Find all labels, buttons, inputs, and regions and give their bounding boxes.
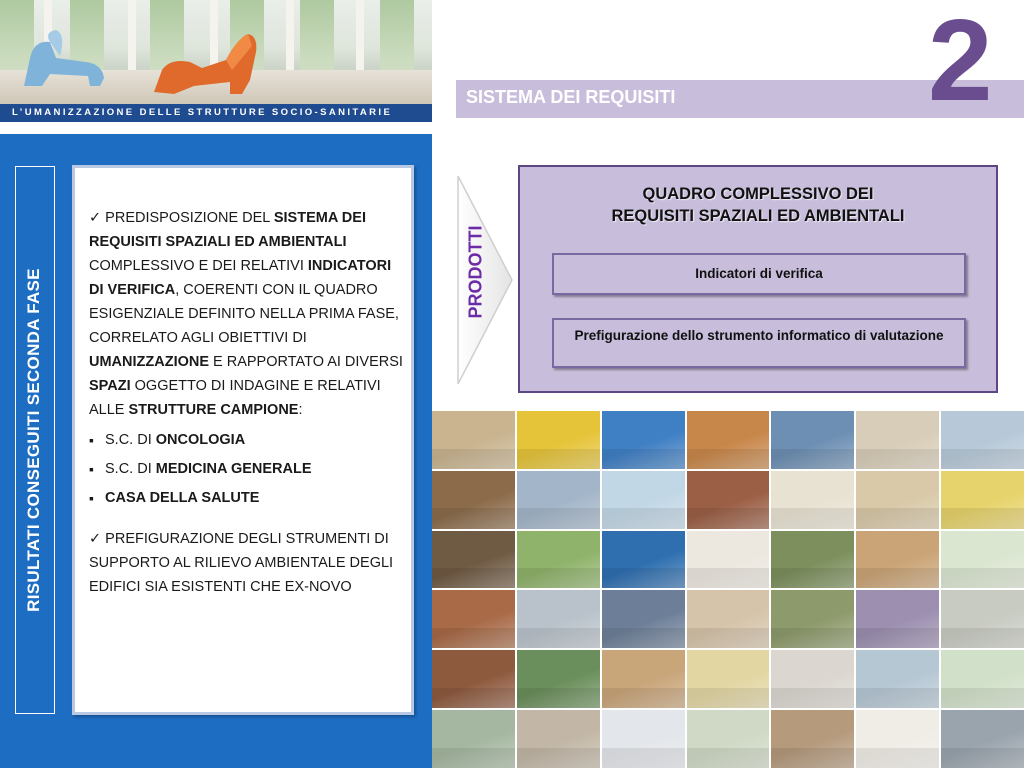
orange-chair-icon xyxy=(150,30,262,96)
verification-indicators-box: Indicatori di verifica xyxy=(552,253,966,295)
evaluation-tool-box: Prefigurazione dello strumento informatico di valutazione xyxy=(552,318,966,368)
mosaic-photo-tile xyxy=(771,650,854,708)
photo-window xyxy=(380,0,414,70)
mosaic-photo-tile xyxy=(941,590,1024,648)
paragraph-requirements: ✓ PREDISPOSIZIONE DEL SISTEMA DEI REQUISITI SPAZIALI ED AMBIENTALI COMPLESSIVO E DEI RELATIVI INDICATORI DI VERIFICA, COERENTI CON IL QUADRO ESIGENZIALE DEFINITO NELLA PRIMA FASE, CORRELATO AGLI OBIETTIVI DI UMANIZZAZIONE E RAPPORTATO AI DIVERSI SPAZI OGGETTO DI INDAGINE E RELATIVI ALLE STRUTTURE CAMPIONE: xyxy=(89,210,403,418)
photo-mosaic xyxy=(432,411,1024,768)
mosaic-photo-tile xyxy=(517,471,600,529)
mosaic-photo-tile xyxy=(687,710,770,768)
mosaic-photo-tile xyxy=(432,531,515,589)
mosaic-photo-tile xyxy=(602,411,685,469)
mosaic-photo-tile xyxy=(771,531,854,589)
mosaic-photo-tile xyxy=(856,650,939,708)
mosaic-photo-tile xyxy=(687,590,770,648)
photo-pillar xyxy=(286,0,294,72)
text-card xyxy=(72,165,414,715)
list-item: ▪ S.C. DI MEDICINA GENERALE xyxy=(89,455,405,484)
mosaic-photo-tile xyxy=(856,710,939,768)
mosaic-photo-tile xyxy=(517,590,600,648)
text-body xyxy=(89,206,405,599)
photo-window xyxy=(300,0,334,70)
photo-pillar xyxy=(356,0,364,72)
vertical-label: RISULTATI CONSEGUITI SECONDA FASE xyxy=(24,268,43,612)
mosaic-photo-tile xyxy=(432,710,515,768)
mosaic-photo-tile xyxy=(602,710,685,768)
mosaic-photo-tile xyxy=(602,650,685,708)
mosaic-photo-tile xyxy=(856,471,939,529)
check-icon: ✓ xyxy=(89,531,102,547)
mosaic-photo-tile xyxy=(432,471,515,529)
mosaic-photo-tile xyxy=(602,471,685,529)
mosaic-photo-tile xyxy=(941,471,1024,529)
mosaic-photo-tile xyxy=(687,531,770,589)
mosaic-photo-tile xyxy=(771,411,854,469)
list-item: ▪ CASA DELLA SALUTE xyxy=(89,484,405,513)
photo-pillar xyxy=(128,0,136,72)
mosaic-photo-tile xyxy=(856,411,939,469)
blue-chair-icon xyxy=(16,28,108,88)
mosaic-photo-tile xyxy=(771,710,854,768)
header-photo xyxy=(0,0,432,104)
sample-structures-list xyxy=(89,426,405,513)
mosaic-photo-tile xyxy=(517,531,600,589)
header-band xyxy=(0,104,432,122)
mosaic-photo-tile xyxy=(941,650,1024,708)
mosaic-photo-tile xyxy=(432,411,515,469)
mosaic-photo-tile xyxy=(687,650,770,708)
mosaic-photo-tile xyxy=(687,411,770,469)
products-panel xyxy=(518,165,998,393)
mosaic-photo-tile xyxy=(602,531,685,589)
mosaic-photo-tile xyxy=(856,531,939,589)
section-number: 2 xyxy=(928,0,993,125)
mosaic-photo-tile xyxy=(771,471,854,529)
prodotti-label: PRODOTTI xyxy=(465,225,486,319)
list-item: ▪ S.C. DI ONCOLOGIA xyxy=(89,426,405,455)
mosaic-photo-tile xyxy=(432,590,515,648)
check-icon: ✓ xyxy=(89,210,102,226)
mosaic-photo-tile xyxy=(432,650,515,708)
mosaic-photo-tile xyxy=(517,650,600,708)
mosaic-photo-tile xyxy=(771,590,854,648)
paragraph-tools: ✓ PREFIGURAZIONE DEGLI STRUMENTI DI SUPPORTO AL RILIEVO AMBIENTALE DEGLI EDIFICI SIA ESISTENTI CHE EX-NOVO xyxy=(89,531,394,595)
mosaic-photo-tile xyxy=(517,411,600,469)
section-title: SISTEMA DEI REQUISITI xyxy=(466,87,676,107)
mosaic-photo-tile xyxy=(856,590,939,648)
mosaic-photo-tile xyxy=(687,471,770,529)
mosaic-photo-tile xyxy=(941,710,1024,768)
products-panel-title: QUADRO COMPLESSIVO DEI REQUISITI SPAZIALI ED AMBIENTALI xyxy=(611,185,905,225)
mosaic-photo-tile xyxy=(941,411,1024,469)
mosaic-photo-tile xyxy=(517,710,600,768)
mosaic-photo-tile xyxy=(602,590,685,648)
mosaic-photo-tile xyxy=(941,531,1024,589)
header-band-text: L’UMANIZZAZIONE DELLE STRUTTURE SOCIO-SANITARIE xyxy=(12,107,393,118)
